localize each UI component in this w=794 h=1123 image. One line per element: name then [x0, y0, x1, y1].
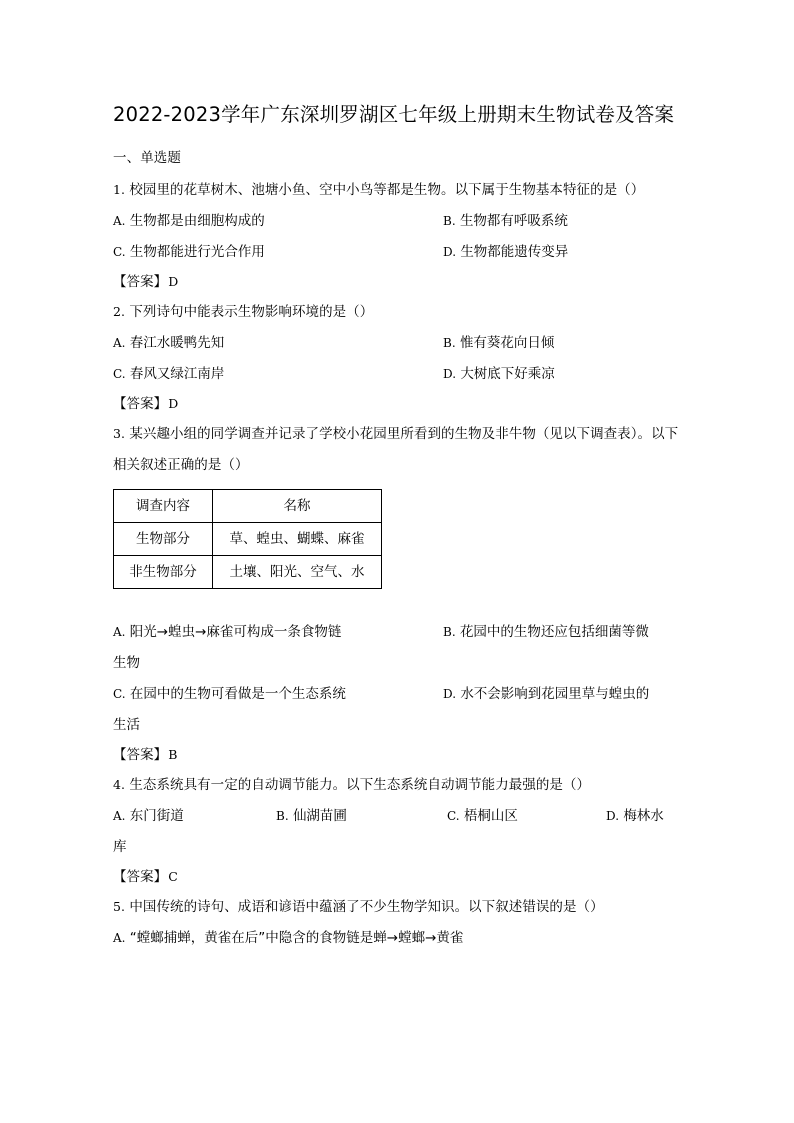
option-label: B.	[443, 625, 456, 639]
question-number: 2.	[113, 304, 126, 319]
option-label: C.	[447, 809, 460, 823]
option-label: B.	[443, 336, 456, 350]
option-label: C.	[113, 245, 126, 259]
option-c[interactable]	[113, 679, 346, 710]
option-label: C.	[113, 367, 126, 381]
page-title: 2022-2023学年广东深圳罗湖区七年级上册期末生物试卷及答案	[113, 103, 675, 126]
option-row	[113, 617, 683, 648]
option-text: 梧桐山区	[463, 808, 518, 824]
question-stem	[113, 891, 683, 923]
option-b[interactable]	[443, 617, 649, 648]
question-text: 校园里的花草树木、池塘小鱼、空中小鸟等都是生物。以下属于生物基本特征的是（）	[129, 182, 645, 198]
option-b[interactable]	[276, 801, 347, 832]
table-row	[114, 556, 382, 589]
option-label: A.	[113, 214, 126, 228]
question-text: 下列诗句中能表示生物影响环境的是（）	[129, 304, 374, 320]
option-c[interactable]	[113, 237, 265, 268]
option-text: 在园中的生物可看做是一个生态系统	[129, 686, 346, 702]
option-b[interactable]	[443, 206, 568, 237]
option-label: A.	[113, 625, 126, 639]
option-label: D.	[443, 687, 457, 701]
option-text: 生物都是由细胞构成的	[129, 213, 265, 229]
option-d[interactable]	[443, 679, 649, 710]
answer-label: 【答案】	[113, 274, 168, 290]
question-text: 中国传统的诗句、成语和谚语中蕴涵了不少生物学知识。以下叙述错误的是（）	[129, 899, 604, 915]
option-label: D.	[443, 367, 457, 381]
question-stem	[113, 174, 683, 206]
option-label: A.	[113, 336, 126, 350]
option-a[interactable]	[113, 328, 224, 359]
answer-line	[113, 390, 683, 418]
option-b[interactable]	[443, 328, 554, 359]
option-text: 大树底下好乘凉	[460, 366, 555, 382]
option-row	[113, 679, 683, 710]
question-number: 4.	[113, 777, 126, 792]
question-stem	[113, 769, 683, 801]
option-row	[113, 328, 683, 359]
option-label: B.	[276, 809, 289, 823]
table-cell: 土壤、阳光、空气、水	[213, 556, 382, 589]
table-options-spacer	[113, 595, 683, 617]
table-cell: 生物部分	[114, 523, 213, 556]
option-row	[113, 801, 683, 832]
option-text: “螳螂捕蝉，黄雀在后”中隐含的食物链是蝉→螳螂→黄雀	[129, 930, 464, 946]
option-a[interactable]	[113, 923, 463, 954]
option-row	[113, 206, 683, 237]
option-a[interactable]	[113, 206, 265, 237]
question-stem	[113, 296, 683, 328]
survey-table	[113, 489, 382, 589]
answer-value: D	[168, 396, 179, 411]
option-a[interactable]	[113, 617, 341, 648]
option-d[interactable]	[443, 237, 568, 268]
option-label: D.	[443, 245, 457, 259]
option-continuation: 生活	[113, 717, 140, 733]
question-stem	[113, 418, 683, 481]
option-label: A.	[113, 931, 126, 945]
table-cell: 草、蝗虫、蝴蝶、麻雀	[213, 523, 382, 556]
option-a[interactable]	[113, 801, 184, 832]
option-label: A.	[113, 809, 126, 823]
option-text: 花园中的生物还应包括细菌等微	[459, 624, 649, 640]
answer-label: 【答案】	[113, 869, 168, 885]
option-label: B.	[443, 214, 456, 228]
option-label: C.	[113, 687, 126, 701]
table-cell: 非生物部分	[114, 556, 213, 589]
option-c[interactable]	[447, 801, 518, 832]
table-header-cell: 名称	[213, 490, 382, 523]
table-header-row	[114, 490, 382, 523]
option-text: 水不会影响到花园里草与蝗虫的	[460, 686, 650, 702]
option-label: D.	[606, 809, 620, 823]
answer-value: D	[168, 274, 179, 289]
table-row	[114, 523, 382, 556]
option-text: 阳光→蝗虫→麻雀可构成一条食物链	[129, 624, 342, 640]
option-row	[113, 923, 683, 954]
option-continuation: 生物	[113, 655, 140, 671]
option-text: 春风又绿江南岸	[129, 366, 225, 382]
question-number: 5.	[113, 899, 126, 914]
option-d[interactable]	[606, 801, 664, 832]
answer-line	[113, 268, 683, 296]
option-row	[113, 237, 683, 268]
option-text: 生物都有呼吸系统	[459, 213, 568, 229]
option-text: 春江水暖鸭先知	[129, 335, 225, 351]
option-text: 生物都能进行光合作用	[129, 244, 265, 260]
question-number: 3.	[113, 426, 126, 441]
document-content	[113, 96, 683, 954]
option-text: 仙湖苗圃	[292, 808, 347, 824]
section-heading: 一、单选题	[113, 150, 181, 166]
answer-value: C	[168, 869, 178, 884]
answer-value: B	[168, 747, 178, 762]
table-header-cell: 调查内容	[114, 490, 213, 523]
option-text: 惟有葵花向日倾	[459, 335, 555, 351]
question-number: 1.	[113, 182, 126, 197]
option-text: 梅林水	[623, 808, 664, 824]
option-text: 东门街道	[129, 808, 184, 824]
question-text: 生态系统具有一定的自动调节能力。以下生态系统自动调节能力最强的是（）	[129, 777, 591, 793]
answer-label: 【答案】	[113, 747, 168, 763]
answer-label: 【答案】	[113, 396, 168, 412]
option-d[interactable]	[443, 359, 555, 390]
option-continuation: 库	[113, 839, 127, 855]
answer-line	[113, 863, 683, 891]
answer-line	[113, 741, 683, 769]
option-row	[113, 359, 683, 390]
option-text: 生物都能遗传变异	[460, 244, 569, 260]
question-text: 某兴趣小组的同学调查并记录了学校小花园里所看到的生物及非牛物（见以下调查表）。以下相关叙述正确的是（）	[113, 426, 679, 473]
option-c[interactable]	[113, 359, 224, 390]
